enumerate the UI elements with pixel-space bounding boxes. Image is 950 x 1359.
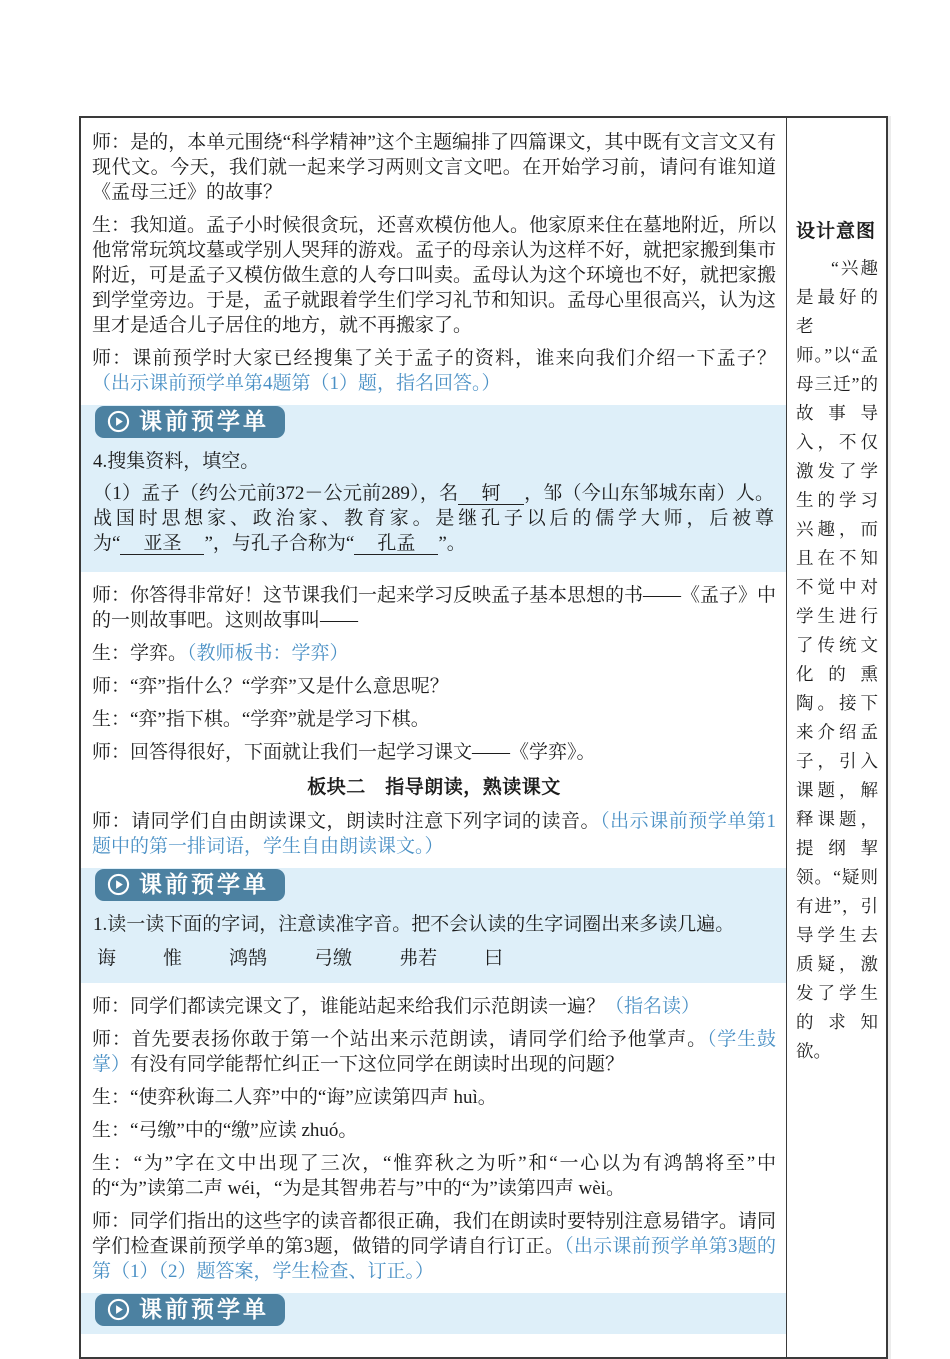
vocab-word: 弗若 bbox=[399, 948, 438, 969]
fill-in-blank: 孔孟 bbox=[354, 533, 438, 555]
student-dialogue-paragraph bbox=[92, 641, 776, 666]
pre-study-sheet-banner-label: 课前预学单 bbox=[139, 1297, 269, 1322]
section-heading: 板块二 指导朗读，熟读课文 bbox=[307, 777, 561, 798]
stage-direction-text: （学生鼓掌） bbox=[92, 1029, 776, 1075]
student-dialogue-paragraph bbox=[92, 1118, 776, 1143]
pre-study-sheet-banner-label: 课前预学单 bbox=[139, 409, 269, 434]
dialogue-column bbox=[81, 118, 787, 1357]
pre-study-sheet-banner bbox=[95, 406, 285, 438]
vocab-word: 弓缴 bbox=[314, 948, 353, 969]
dialogue-text: 师：你答得非常好！这节课我们一起来学习反映孟子基本思想的书——《孟子》中的一则故事吧。这则故事叫—— bbox=[92, 585, 777, 631]
vocab-word: 诲 bbox=[97, 948, 117, 969]
dialogue-text: 生：“为”字在文中出现了三次，“惟弈秋之为听”和“一心以为有鸿鹄将至”中的“为”读第二声 wéi，“为是其智弗若与”中的“为”读第四声 wèi。 bbox=[92, 1153, 776, 1199]
dialogue-text: 师：是的，本单元围绕“科学精神”这个主题编排了四篇课文，其中既有文言文又有现代文。今天，我们就一起来学习两则文言文吧。在开始学习前，请问有谁知道《孟母三迁》的故事？ bbox=[92, 132, 776, 203]
teacher-dialogue-paragraph bbox=[92, 583, 776, 633]
dialogue-text: 生：“弈”指下棋。“学弈”就是学习下棋。 bbox=[92, 709, 430, 730]
dialogue-text: 生：“使弈秋诲二人弈”中的“诲”应读第四声 huì。 bbox=[92, 1087, 497, 1108]
dialogue-text: 师：“弈”指什么？“学弈”又是什么意思呢？ bbox=[92, 676, 449, 697]
dialogue-text: 生：我知道。孟子小时候很贪玩，还喜欢模仿他人。他家原来住在墓地附近，所以他常常玩筑坟墓或学别人哭拜的游戏。孟子的母亲认为这样不好，就把家搬到集市附近，可是孟子又模仿做生意的人夸口叫卖。孟母认为这个环境也不好，就把家搬到学堂旁边。于是，孟子就跟着学生们学习礼节和知识。孟母心里很高兴，认为这里才是适合儿子居住的地方，就不再搬家了。 bbox=[92, 215, 777, 336]
stage-direction-text: （出示课前预学单第1题中的第一排词语，学生自由朗读课文。） bbox=[92, 811, 776, 857]
stage-direction-text: （教师板书：学弈） bbox=[187, 643, 349, 664]
pre-study-sheet-panel bbox=[81, 405, 786, 572]
dialogue-text: ”，与孔子合称为“ bbox=[204, 533, 355, 554]
lesson-plan-table bbox=[79, 116, 888, 1359]
design-intent-text: “兴趣是最好的老师。”以“孟母三迁”的故事导入，不仅激发了学生的学习兴趣，而且在不知不觉中对学生进行了传统文化的熏陶。接下来介绍孟子，引入课题，解释课题，提纲挈领。“疑则有进”，引导学生去质疑，激发了学生的求知欲。 bbox=[796, 258, 878, 1061]
stage-direction-text: （指名读） bbox=[605, 996, 701, 1017]
student-dialogue-paragraph bbox=[92, 213, 776, 338]
dialogue-text: ”。 bbox=[438, 533, 466, 554]
dialogue-text: 4.搜集资料，填空。 bbox=[93, 451, 260, 472]
vocab-word: 鸿鹄 bbox=[229, 948, 268, 969]
pre-study-sheet-banner bbox=[95, 869, 285, 901]
pre-study-sheet-panel bbox=[81, 1293, 786, 1334]
teacher-dialogue-paragraph bbox=[92, 130, 776, 205]
dialogue-text: 师：课前预学时大家已经搜集了关于孟子的资料，谁来向我们介绍一下孟子？ bbox=[92, 348, 776, 369]
dialogue-text: ，邹（今山东邹城东南）人。战国时思想家、政治家、教育家。是继孔子以后的儒学大师，后被尊为“ bbox=[93, 483, 774, 554]
pre-study-sheet-banner bbox=[95, 1294, 285, 1326]
vocab-word-row bbox=[97, 946, 774, 971]
fill-in-blank: 亚圣 bbox=[120, 533, 204, 555]
dialogue-text: 师：回答得很好，下面就让我们一起学习课文——《学弈》。 bbox=[92, 742, 596, 763]
vocab-word: 曰 bbox=[484, 948, 504, 969]
pre-study-sheet-banner-label: 课前预学单 bbox=[139, 872, 269, 897]
teacher-dialogue-paragraph bbox=[92, 740, 776, 765]
pre-study-sheet-panel bbox=[81, 868, 786, 983]
student-dialogue-paragraph bbox=[92, 1151, 776, 1201]
dialogue-text: 师：同学们都读完课文了，谁能站起来给我们示范朗读一遍？ bbox=[92, 996, 606, 1017]
student-dialogue-paragraph bbox=[92, 1085, 776, 1110]
teacher-dialogue-paragraph bbox=[92, 994, 776, 1019]
play-circle-icon bbox=[107, 873, 130, 896]
play-circle-icon bbox=[107, 410, 130, 433]
teacher-dialogue-paragraph bbox=[92, 1209, 776, 1284]
stage-direction-text: （出示课前预学单第4题第（1）题，指名回答。） bbox=[92, 373, 501, 394]
dialogue-text: 生：学弈。 bbox=[92, 643, 188, 664]
design-intent-column bbox=[787, 118, 886, 1357]
teacher-dialogue-paragraph bbox=[92, 809, 776, 859]
teacher-dialogue-paragraph bbox=[92, 346, 776, 396]
dialogue-text: 师：请同学们自由朗读课文，朗读时注意下列字词的读音。 bbox=[92, 811, 601, 832]
student-dialogue-paragraph bbox=[92, 707, 776, 732]
dialogue-text: 生：“弓缴”中的“缴”应读 zhuó。 bbox=[92, 1120, 358, 1141]
teacher-dialogue-paragraph bbox=[92, 1027, 776, 1077]
fill-in-blank: 轲 bbox=[458, 483, 524, 505]
play-circle-icon bbox=[107, 1298, 130, 1321]
worksheet-question bbox=[93, 481, 774, 556]
dialogue-text: 有没有同学能帮忙纠正一下这位同学在朗读时出现的问题？ bbox=[130, 1054, 625, 1075]
dialogue-text: （1）孟子（约公元前372－公元前289），名 bbox=[93, 483, 459, 504]
design-intent-title: 设计意图 bbox=[796, 221, 877, 242]
worksheet-question bbox=[93, 912, 774, 937]
dialogue-text: 师：同学们指出的这些字的读音都很正确，我们在朗读时要特别注意易错字。请同学们检查课前预学单的第3题，做错的同学请自行订正。 bbox=[92, 1211, 777, 1257]
dialogue-text: 1.读一读下面的字词，注意读准字音。把不会认读的生字词圈出来多读几遍。 bbox=[93, 914, 735, 935]
vocab-word: 惟 bbox=[163, 948, 183, 969]
worksheet-question bbox=[93, 449, 774, 474]
teacher-dialogue-paragraph bbox=[92, 674, 776, 699]
dialogue-text: 师：首先要表扬你敢于第一个站出来示范朗读，请同学们给予他掌声。 bbox=[92, 1029, 707, 1050]
stage-direction-text: （出示课前预学单第3题的第（1）（2）题答案，学生检查、订正。） bbox=[92, 1236, 776, 1282]
